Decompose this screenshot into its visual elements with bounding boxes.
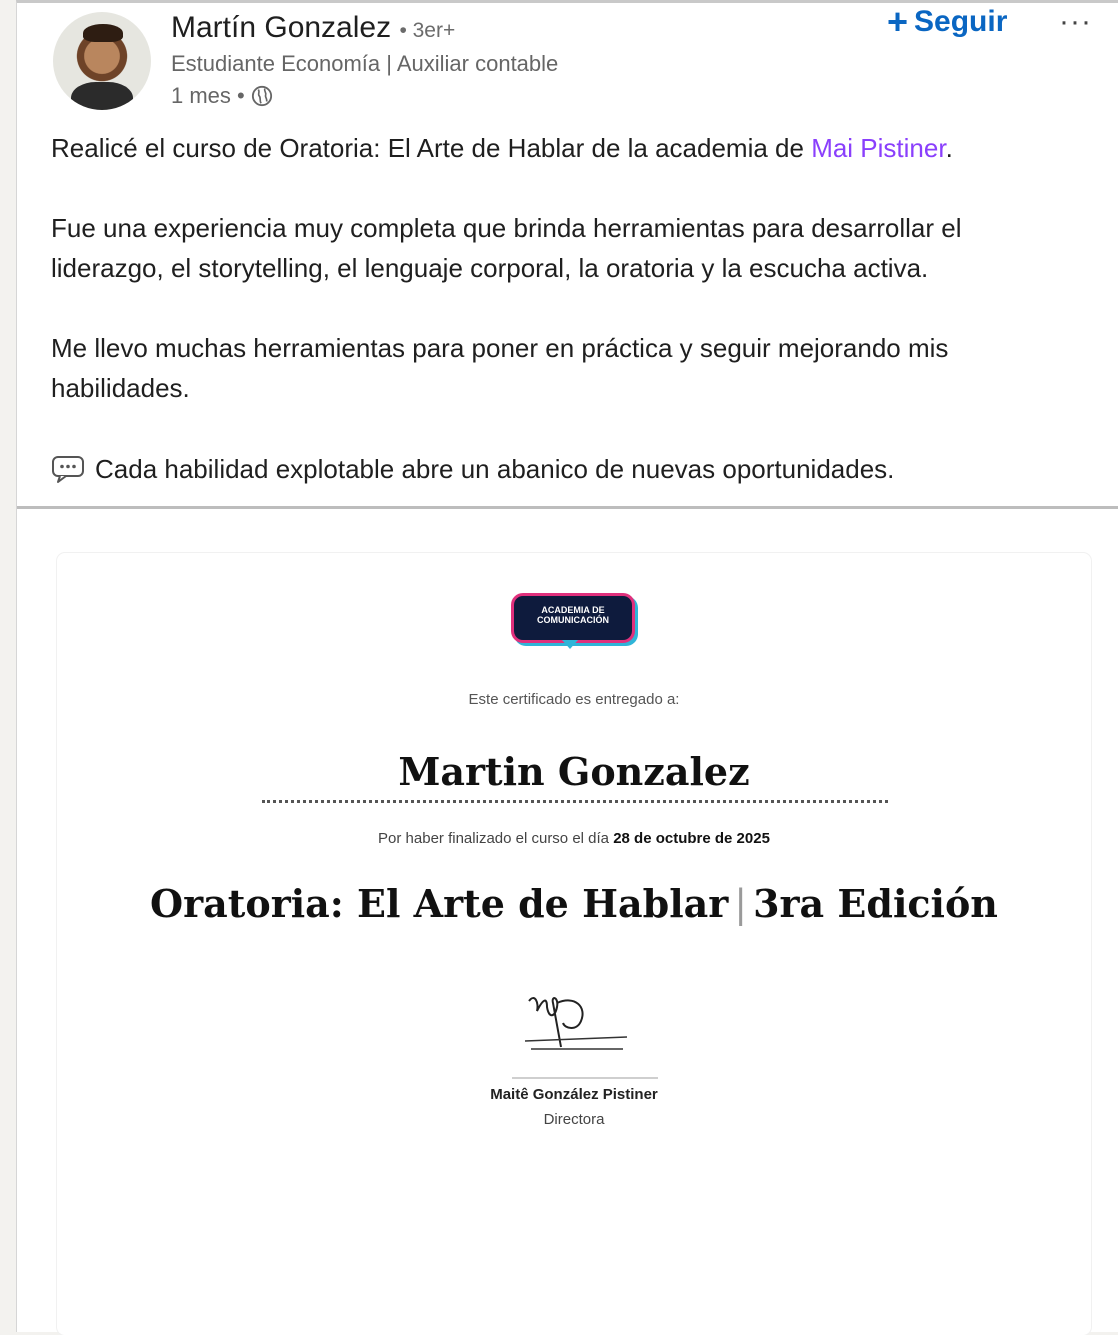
reason-text: Por haber finalizado el curso el día xyxy=(378,830,614,847)
follow-button[interactable] xyxy=(887,1,1008,42)
course-title xyxy=(57,881,1091,926)
course-name: Oratoria: El Arte de Hablar xyxy=(150,881,729,926)
avatar-shirt xyxy=(71,82,133,110)
signature-line xyxy=(512,1077,658,1079)
paragraph-4-text: Cada habilidad explotable abre un abanico de nuevas oportunidades. xyxy=(95,454,895,484)
reason-date: 28 de octubre de 2025 xyxy=(613,830,770,847)
certificate-recipient: Martin Gonzalez xyxy=(398,749,750,794)
author-avatar[interactable] xyxy=(53,12,151,110)
certificate-reason xyxy=(57,830,1091,847)
dotted-line xyxy=(262,800,888,803)
academy-logo xyxy=(511,593,635,643)
post-paragraph-1 xyxy=(51,128,1061,168)
post-divider xyxy=(17,506,1118,509)
speech-bubble-icon xyxy=(51,454,85,484)
plus-icon: + xyxy=(887,1,909,42)
author-headline: Estudiante Economía | Auxiliar contable xyxy=(171,51,559,76)
post-paragraph-3: Me llevo muchas herramientas para poner en práctica y seguir mejorando mis habilidades. xyxy=(51,333,949,403)
logo-tail xyxy=(562,640,578,649)
certificate-intro: Este certificado es entregado a: xyxy=(468,691,680,708)
connection-degree: • 3er+ xyxy=(399,19,456,42)
post-card xyxy=(16,0,1118,1332)
course-separator: | xyxy=(734,882,748,926)
follow-label: Seguir xyxy=(914,5,1008,38)
logo-line-2: COMUNICACIÓN xyxy=(537,615,609,625)
signature-icon xyxy=(521,989,631,1059)
post-time-row xyxy=(171,83,273,109)
avatar-hair xyxy=(83,24,123,42)
post-time: 1 mes • xyxy=(171,83,245,108)
post-paragraph-2: Fue una experiencia muy completa que brinda herramientas para desarrollar el liderazgo, el storytelling, el lenguaje corporal, la oratoria y la escucha activa. xyxy=(51,213,962,283)
mention-link[interactable]: Mai Pistiner xyxy=(811,133,946,163)
certificate-image[interactable] xyxy=(57,553,1091,1335)
author-name[interactable]: Martín Gonzalez xyxy=(171,11,392,44)
logo-line-1: ACADEMIA DE xyxy=(541,605,605,615)
post-paragraph-4 xyxy=(51,449,1061,489)
course-edition: 3ra Edición xyxy=(753,881,998,926)
signer-name: Maitê González Pistiner xyxy=(490,1086,658,1103)
paragraph-text: Realicé el curso de Oratoria: El Arte de Hablar de la academia de xyxy=(51,133,812,163)
signer-role: Directora xyxy=(543,1111,605,1128)
globe-icon xyxy=(251,85,273,107)
paragraph-text-end: . xyxy=(945,133,953,163)
author-name-row xyxy=(171,11,455,45)
more-options-button[interactable]: ··· xyxy=(1059,5,1092,38)
